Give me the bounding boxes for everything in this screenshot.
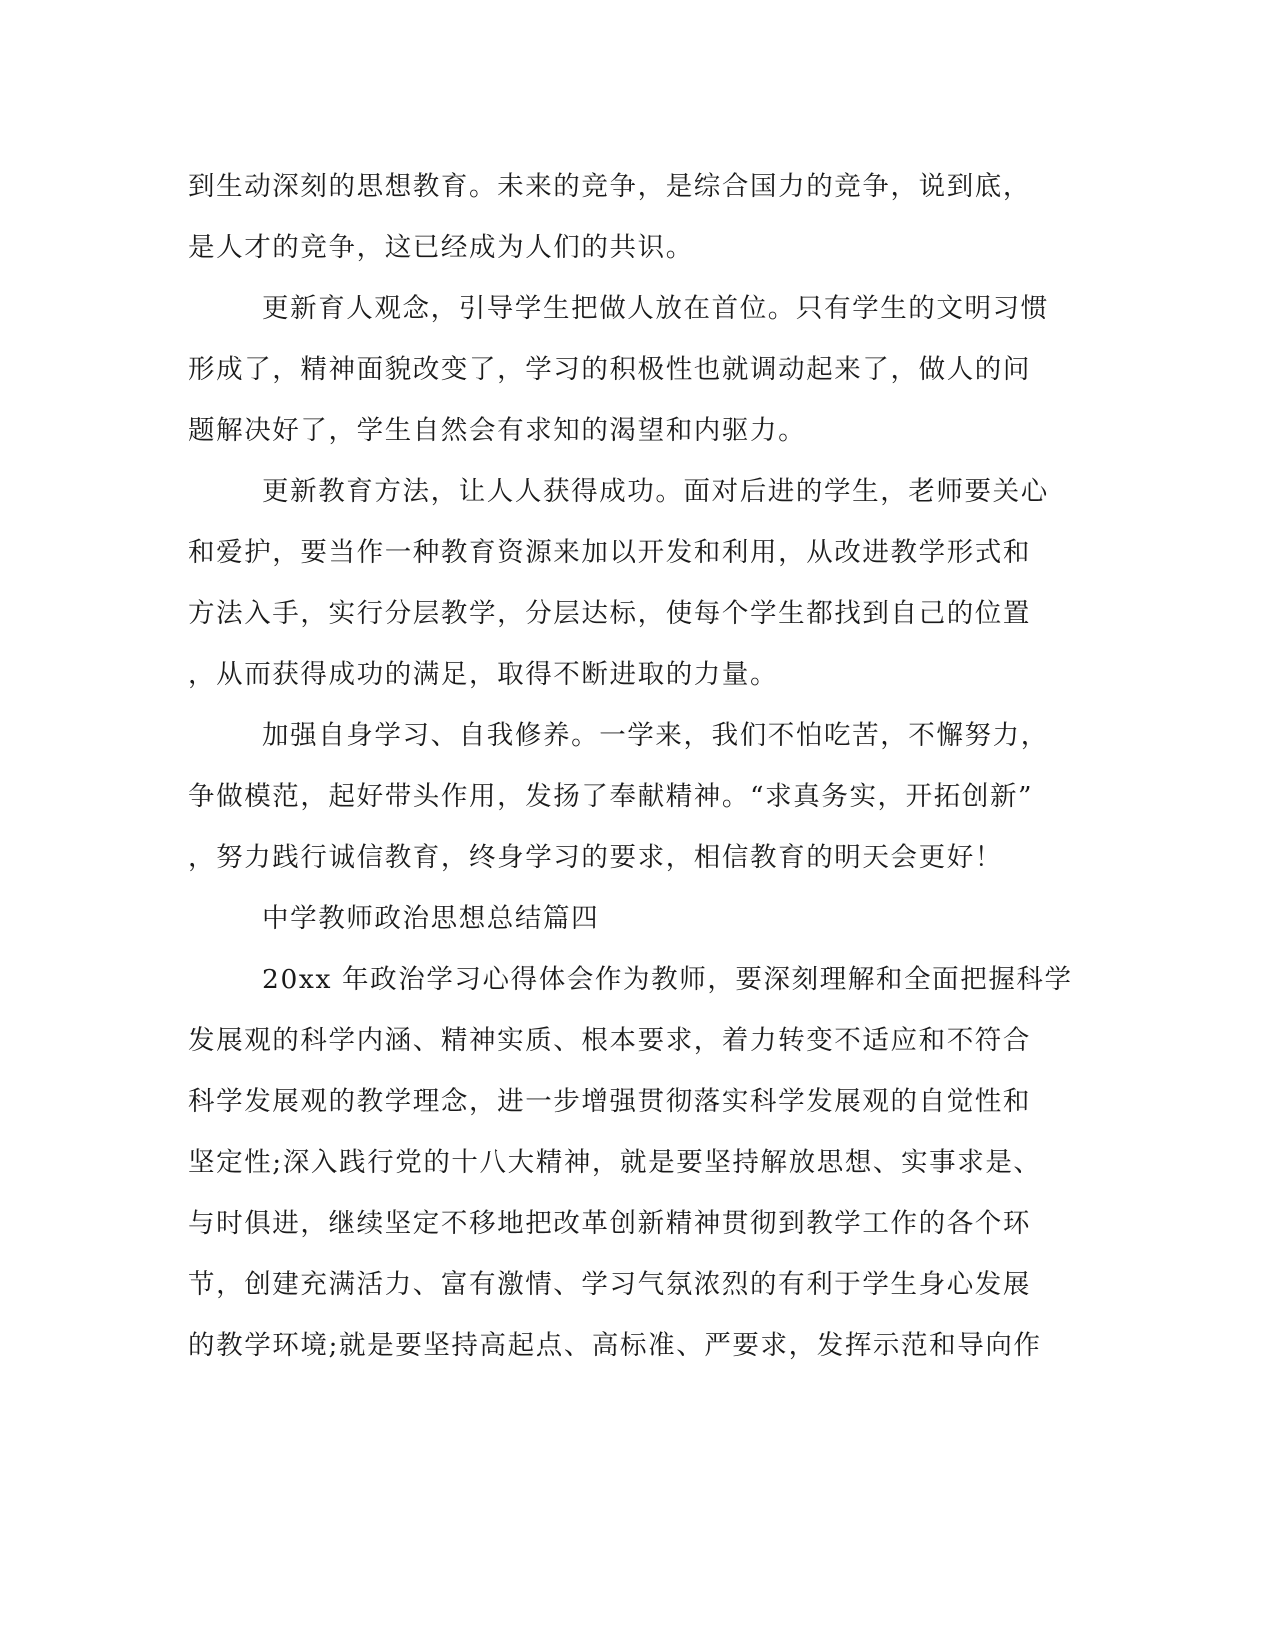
text-line: ，努力践行诚信教育，终身学习的要求，相信教育的明天会更好！: [188, 842, 1003, 873]
text-line: 节，创建充满活力、富有激情、学习气氛浓烈的有利于学生身心发展: [188, 1269, 1031, 1300]
text-line: 和爱护，要当作一种教育资源来加以开发和利用，从改进教学形式和: [188, 537, 1031, 568]
text-line: 坚定性;深入践行党的十八大精神，就是要坚持解放思想、实事求是、: [188, 1147, 1042, 1178]
text-line: 与时俱进，继续坚定不移地把改革创新精神贯彻到教学工作的各个环: [188, 1208, 1031, 1239]
text-line: 是人才的竞争，这已经成为人们的共识。: [188, 232, 694, 263]
text-line: ，从而获得成功的满足，取得不断进取的力量。: [188, 659, 779, 690]
text-line: 形成了，精神面貌改变了，学习的积极性也就调动起来了，做人的问: [188, 354, 1031, 385]
text-line: 方法入手，实行分层教学，分层达标，使每个学生都找到自己的位置: [188, 598, 1031, 629]
text-line: 争做模范，起好带头作用，发扬了奉献精神。“求真务实，开拓创新”: [188, 781, 1034, 812]
paragraph-start-line: 20xx 年政治学习心得体会作为教师，要深刻理解和全面把握科学: [262, 964, 1073, 995]
section-heading: 中学教师政治思想总结篇四: [262, 903, 600, 934]
paragraph-start-line: 更新教育方法，让人人获得成功。面对后进的学生，老师要关心: [262, 476, 1049, 507]
paragraph-start-line: 加强自身学习、自我修养。一学来，我们不怕吃苦，不懈努力，: [262, 720, 1049, 751]
text-line: 到生动深刻的思想教育。未来的竞争，是综合国力的竞争，说到底，: [188, 171, 1031, 202]
paragraph-start-line: 更新育人观念，引导学生把做人放在首位。只有学生的文明习惯: [262, 293, 1049, 324]
text-line: 题解决好了，学生自然会有求知的渴望和内驱力。: [188, 415, 807, 446]
text-line: 科学发展观的教学理念，进一步增强贯彻落实科学发展观的自觉性和: [188, 1086, 1031, 1117]
text-line: 发展观的科学内涵、精神实质、根本要求，着力转变不适应和不符合: [188, 1025, 1031, 1056]
text-line: 的教学环境;就是要坚持高起点、高标准、严要求，发挥示范和导向作: [188, 1330, 1042, 1361]
